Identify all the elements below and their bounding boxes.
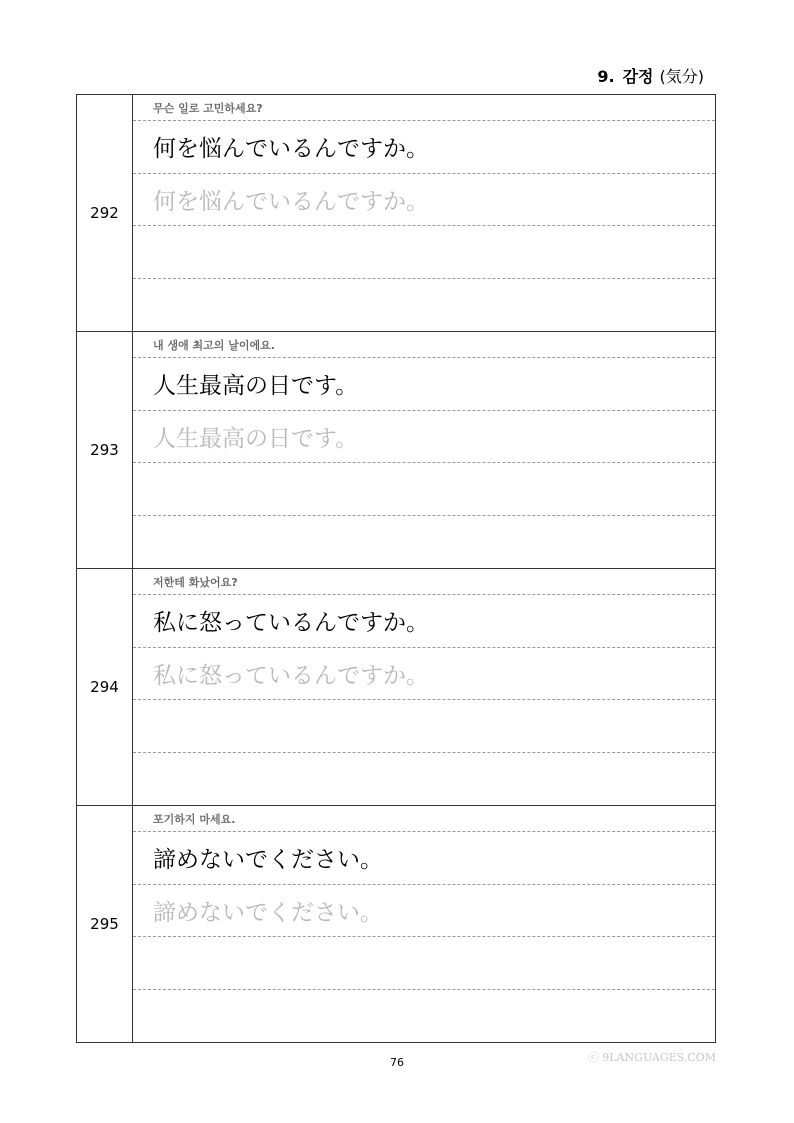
practice-entry [76, 806, 716, 1043]
japanese-sentence: 人生最高の日です。 [133, 358, 715, 411]
tracing-sentence: 諦めないでください。 [133, 885, 715, 938]
blank-writing-line [133, 700, 715, 753]
blank-writing-line [133, 516, 715, 569]
japanese-sentence: 何を悩んでいるんですか。 [133, 121, 715, 174]
japanese-sentence: 私に怒っているんですか。 [133, 595, 715, 648]
korean-sentence: 포기하지 마세요. [133, 806, 715, 832]
entry-rows [133, 332, 716, 568]
blank-writing-line [133, 463, 715, 516]
japanese-sentence: 諦めないでください。 [133, 832, 715, 885]
tracing-sentence: 私に怒っているんですか。 [133, 648, 715, 701]
blank-writing-line [133, 753, 715, 806]
entry-number: 294 [76, 569, 133, 805]
korean-sentence: 무슨 일로 고민하세요? [133, 95, 715, 121]
practice-entry [76, 332, 716, 569]
practice-sheet [76, 94, 716, 1043]
practice-entry [76, 95, 716, 332]
entry-rows [133, 806, 716, 1042]
entry-number: 293 [76, 332, 133, 568]
entry-rows [133, 569, 716, 805]
entry-number: 295 [76, 806, 133, 1042]
korean-sentence: 저한테 화났어요? [133, 569, 715, 595]
tracing-sentence: 何を悩んでいるんですか。 [133, 174, 715, 227]
blank-writing-line [133, 226, 715, 279]
section-title [597, 64, 704, 87]
blank-writing-line [133, 937, 715, 990]
entry-rows [133, 95, 716, 331]
section-title-korean: 감정 [622, 67, 654, 86]
entry-number: 292 [76, 95, 133, 331]
copyright-notice: ⓒ 9LANGUAGES.COM [587, 1051, 716, 1064]
blank-writing-line [133, 279, 715, 332]
page-number: 76 [390, 1056, 404, 1069]
korean-sentence: 내 생애 최고의 날이에요. [133, 332, 715, 358]
blank-writing-line [133, 990, 715, 1043]
section-number: 9. [597, 67, 615, 86]
section-title-japanese: (気分) [659, 67, 704, 86]
tracing-sentence: 人生最高の日です。 [133, 411, 715, 464]
practice-entry [76, 569, 716, 806]
